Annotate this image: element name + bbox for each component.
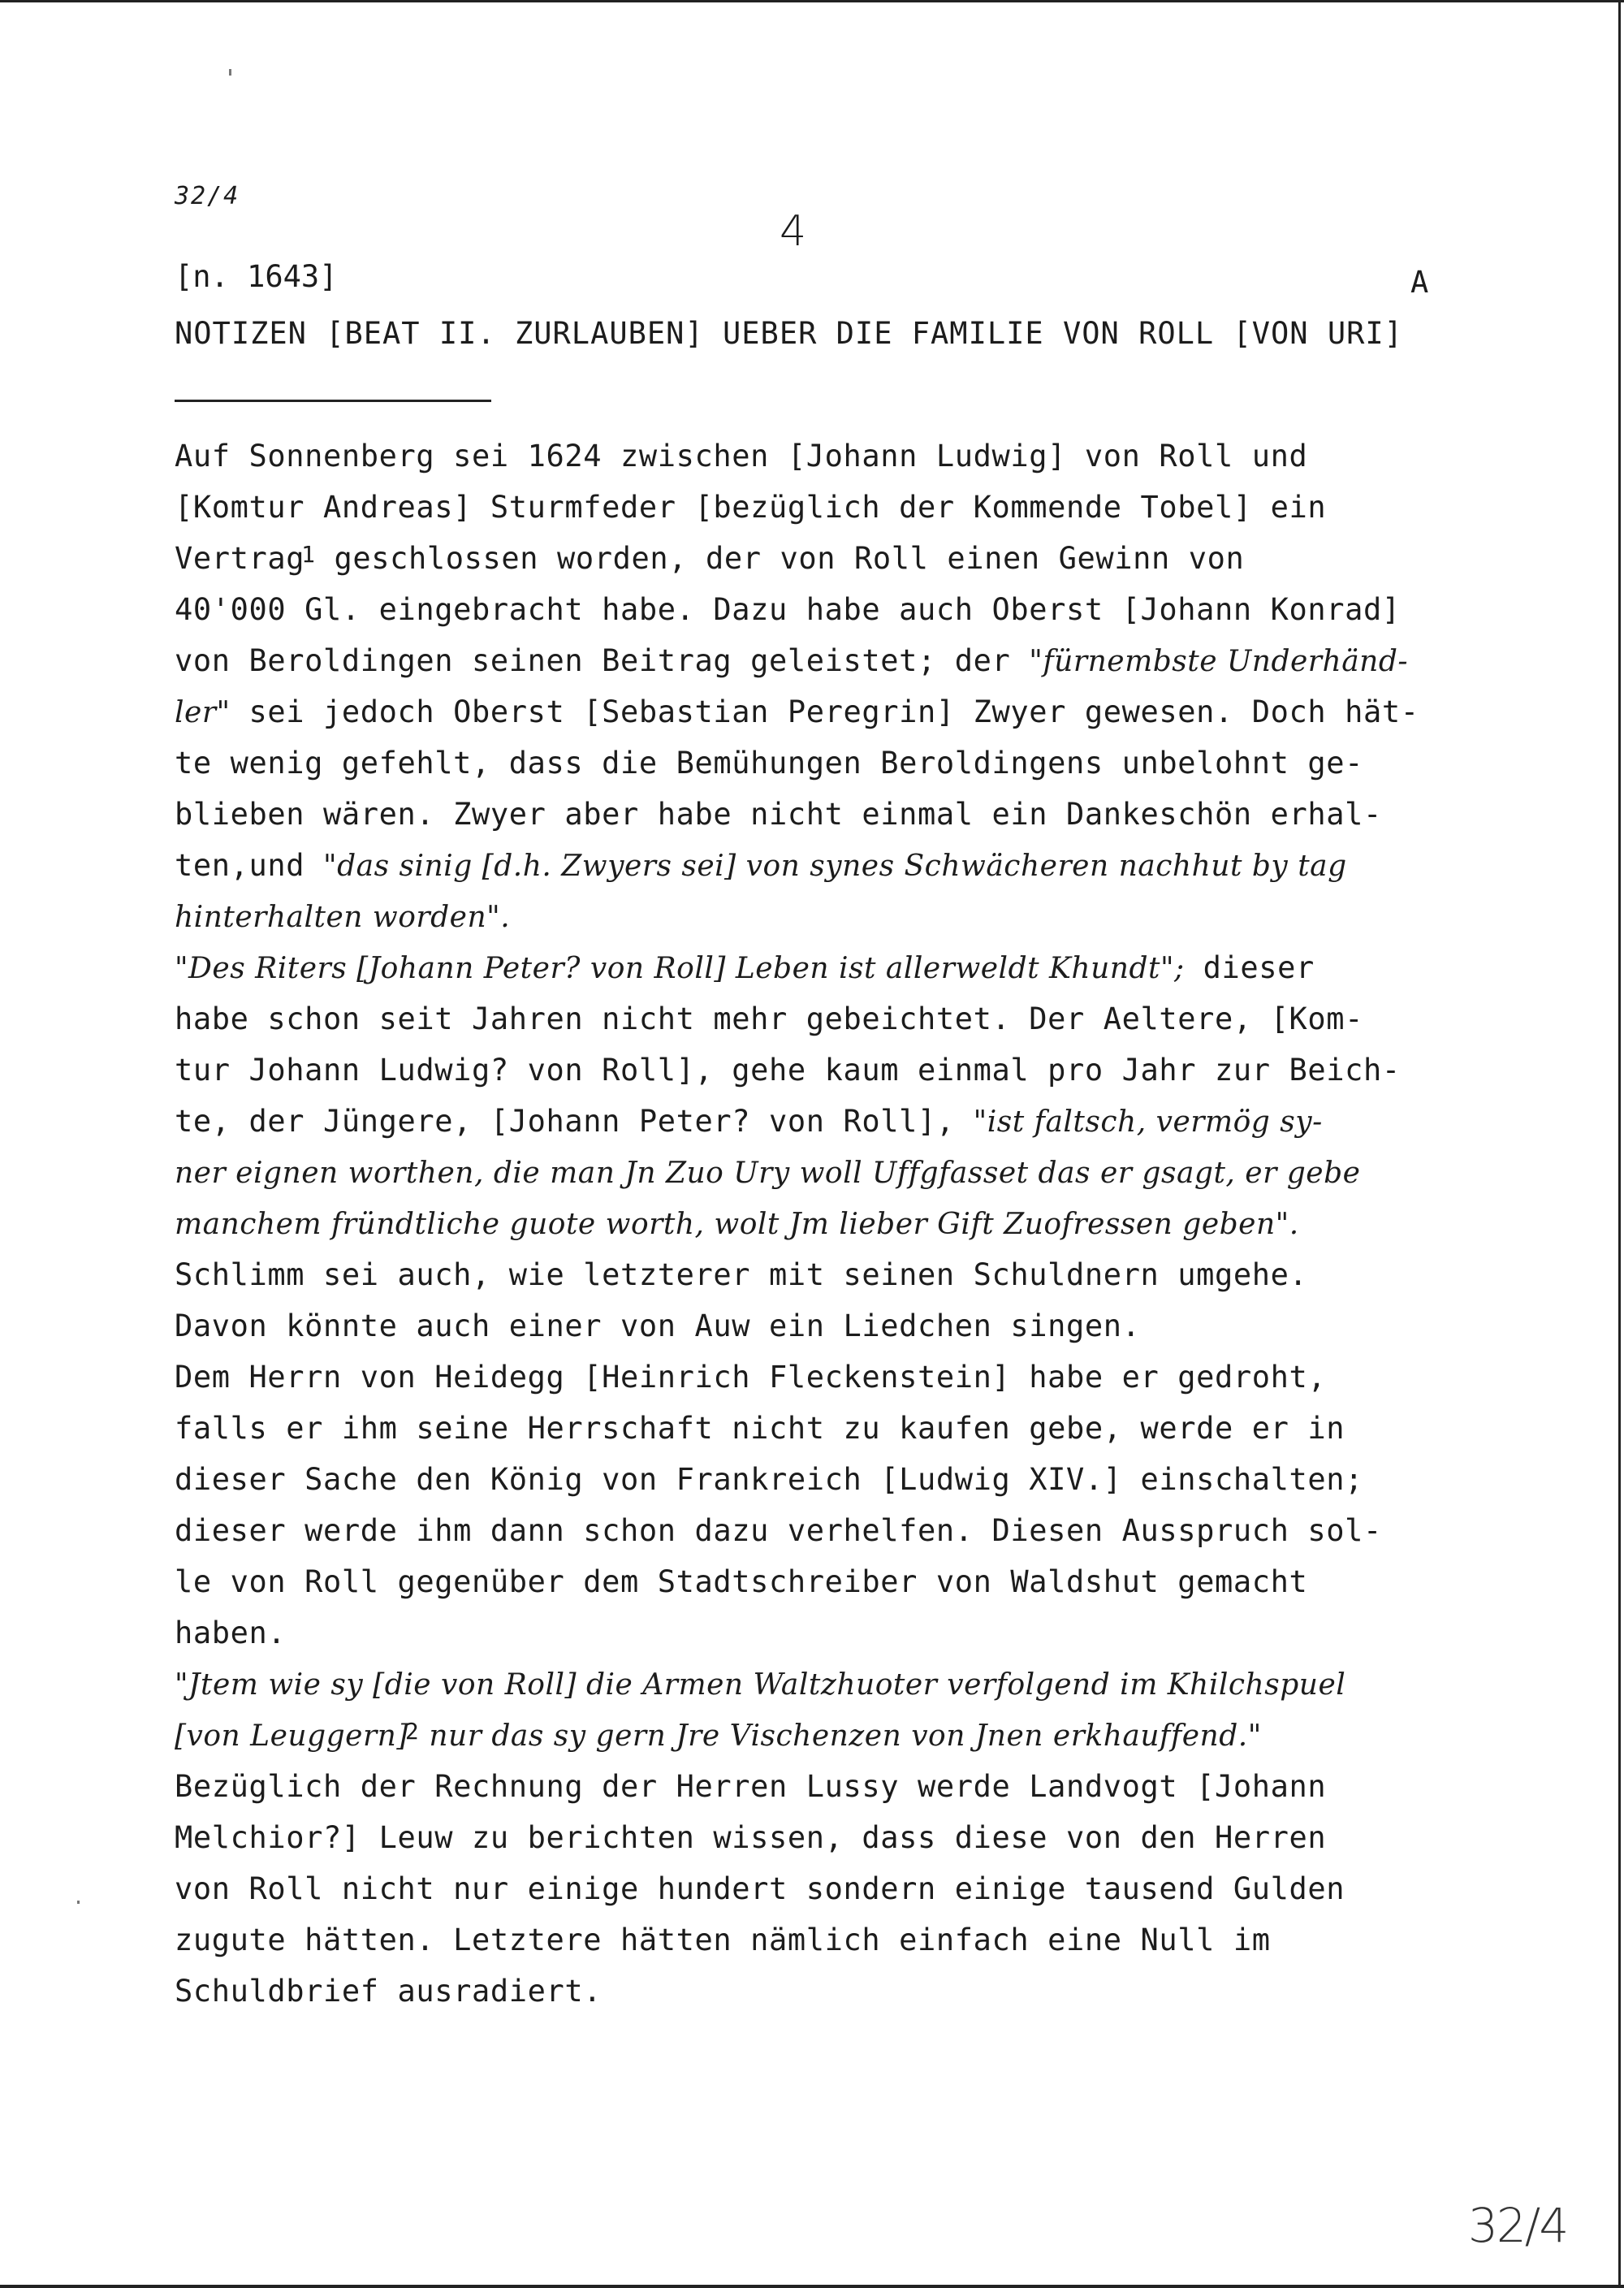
archive-reference: 32/4 (175, 182, 240, 210)
footnote-marker: 1 (301, 541, 316, 568)
text-line (175, 998, 1506, 1049)
text-segment: te, der Jüngere, [Johann Peter? von Roll], (175, 1104, 974, 1139)
quoted-source-text: manchem fründtliche guote worth, wolt Jm lieber Gift Zuofressen geben". (175, 1208, 1299, 1241)
text-segment: dieser (1184, 950, 1315, 985)
text-segment: sei jedoch Oberst [Sebastian Peregrin] Zwyer gewesen. Doch hät- (230, 694, 1419, 729)
text-line (175, 1408, 1506, 1459)
text-segment: Vertrag (175, 541, 305, 576)
title-underline (175, 400, 491, 402)
right-edge-rule (1618, 0, 1621, 2288)
text-segment: habe schon seit Jahren nicht mehr gebeichtet. Der Aeltere, [Kom- (175, 1001, 1364, 1036)
text-line (175, 1715, 1506, 1766)
text-line (175, 487, 1506, 538)
quoted-source-text: "das sinig [d.h. Zwyers sei] von synes Schwächeren nachhut by tag (323, 850, 1347, 883)
text-line (175, 1254, 1506, 1305)
quoted-source-text: "Jtem wie sy [die von Roll] die Armen Waltzhuoter verfolgend im Khilchspuel (175, 1668, 1346, 1702)
text-segment: haben. (175, 1615, 287, 1650)
text-line (175, 538, 1506, 589)
text-segment: von Beroldingen seinen Beitrag geleistet; der (175, 643, 1030, 678)
text-line (175, 1817, 1506, 1868)
text-line (175, 1203, 1506, 1254)
handwritten-page-number: 4 (780, 207, 807, 256)
text-segment: Melchior?] Leuw zu berichten wissen, dass diese von den Herren (175, 1820, 1327, 1855)
text-line (175, 1663, 1506, 1715)
text-segment: ten,und (175, 848, 324, 883)
text-line (175, 1970, 1506, 2022)
text-segment: [Komtur Andreas] Sturmfeder [bezüglich der Kommende Tobel] ein (175, 490, 1327, 525)
document-title: NOTIZEN [BEAT II. ZURLAUBEN] UEBER DIE FAMILIE VON ROLL [VON URI] (175, 316, 1403, 351)
quoted-source-text: nur das sy gern Jre Vischenzen von Jnen erkhauffend." (419, 1719, 1262, 1753)
handwritten-corner-reference: 32/4 (1468, 2198, 1568, 2253)
text-segment: falls er ihm seine Herrschaft nicht zu kaufen gebe, werde er in (175, 1411, 1345, 1446)
text-segment: le von Roll gegenüber dem Stadtschreiber von Waldshut gemacht (175, 1564, 1308, 1599)
scan-speck (77, 1901, 80, 1904)
text-segment: 40'000 Gl. eingebracht habe. Dazu habe auch Oberst [Johann Konrad] (175, 592, 1401, 627)
text-line (175, 742, 1506, 794)
text-segment: Schlimm sei auch, wie letzterer mit seinen Schuldnern umgehe. (175, 1257, 1308, 1292)
text-segment: tur Johann Ludwig? von Roll], gehe kaum einmal pro Jahr zur Beich- (175, 1053, 1401, 1088)
text-line (175, 1356, 1506, 1408)
text-segment: dieser Sache den König von Frankreich [Ludwig XIV.] einschalten; (175, 1462, 1364, 1497)
text-line (175, 691, 1506, 742)
text-line (175, 1152, 1506, 1203)
text-segment: von Roll nicht nur einige hundert sondern einige tausend Gulden (175, 1871, 1345, 1906)
text-segment: te wenig gefehlt, dass die Bemühungen Beroldingens unbelohnt ge- (175, 746, 1364, 781)
quoted-source-text: ler" (175, 696, 231, 729)
text-segment: geschlossen worden, der von Roll einen Gewinn von (315, 541, 1245, 576)
text-line (175, 1612, 1506, 1663)
text-segment: zugute hätten. Letztere hätten nämlich einfach eine Null im (175, 1923, 1271, 1957)
footnote-marker: 2 (404, 1718, 420, 1745)
text-line (175, 1305, 1506, 1356)
text-segment: dieser werde ihm dann schon dazu verhelfen. Diesen Ausspruch sol- (175, 1513, 1382, 1548)
text-segment: Bezüglich der Rechnung der Herren Lussy werde Landvogt [Johann (175, 1769, 1327, 1804)
text-line (175, 435, 1506, 487)
text-line (175, 896, 1506, 947)
quoted-source-text: hinterhalten worden". (175, 901, 511, 934)
text-line (175, 1049, 1506, 1101)
text-line (175, 589, 1506, 640)
text-segment: Schuldbrief ausradiert. (175, 1974, 603, 2009)
bottom-edge-rule (0, 2285, 1624, 2288)
text-segment: Davon könnte auch einer von Auw ein Liedchen singen. (175, 1308, 1141, 1343)
quoted-source-text: [von Leuggern] (175, 1719, 408, 1753)
text-line (175, 1101, 1506, 1152)
text-line (175, 947, 1506, 998)
text-line (175, 1766, 1506, 1817)
quoted-source-text: "Des Riters [Johann Peter? von Roll] Leben ist allerweldt Khundt"; (175, 952, 1185, 985)
text-segment: Auf Sonnenberg sei 1624 zwischen [Johann Ludwig] von Roll und (175, 439, 1308, 474)
scan-speck (229, 69, 231, 76)
body-text (175, 435, 1506, 2022)
text-line (175, 1510, 1506, 1561)
text-line (175, 794, 1506, 845)
quoted-source-text: "ist faltsch, vermög sy- (973, 1105, 1323, 1139)
quoted-source-text: ner eignen worthen, die man Jn Zuo Ury woll Uffgfasset das er gsagt, er gebe (175, 1157, 1361, 1190)
text-line (175, 1459, 1506, 1510)
document-date: [n. 1643] (175, 259, 338, 294)
text-segment: Dem Herrn von Heidegg [Heinrich Fleckenstein] habe er gedroht, (175, 1360, 1327, 1395)
category-letter: A (1410, 265, 1429, 300)
text-line (175, 1561, 1506, 1612)
text-line (175, 640, 1506, 691)
text-line (175, 1868, 1506, 1919)
text-segment: blieben wären. Zwyer aber habe nicht einmal ein Dankeschön erhal- (175, 797, 1382, 832)
quoted-source-text: "fürnembste Underhänd- (1029, 645, 1409, 678)
top-edge-rule (0, 0, 1624, 2)
text-line (175, 845, 1506, 896)
text-line (175, 1919, 1506, 1970)
